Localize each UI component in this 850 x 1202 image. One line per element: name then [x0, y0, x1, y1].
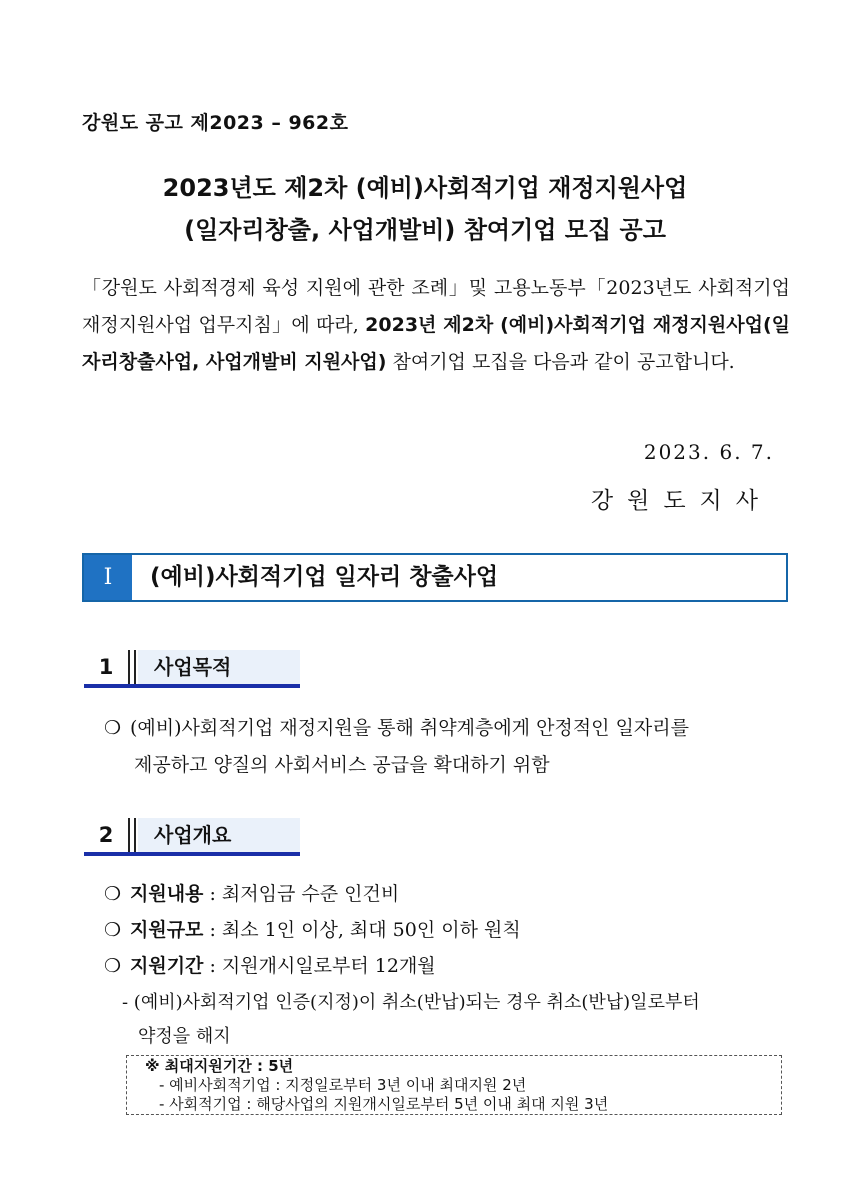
overview-value: 최저임금 수준 인건비 — [221, 883, 400, 905]
document-title-line2: (일자리창출, 사업개발비) 참여기업 모집 공고 — [184, 216, 666, 244]
overview-label: 지원내용 — [130, 883, 204, 905]
subsection-title: 사업목적 — [154, 655, 232, 679]
section-title: (예비)사회적기업 일자리 창출사업 — [150, 564, 499, 590]
note-preliminary: - 예비사회적기업 : 지정일로부터 3년 이내 최대지원 2년 — [159, 1076, 527, 1094]
subsection-divider — [128, 650, 136, 684]
overview-item-period — [104, 948, 436, 984]
subsection-divider — [128, 818, 136, 852]
termination-line2: 약정을 해지 — [138, 1026, 231, 1047]
purpose-text — [104, 710, 790, 784]
issuing-organization: 강원도지사 — [590, 488, 772, 514]
section-number: Ⅰ — [84, 555, 132, 600]
bullet-marker: ❍ — [104, 955, 122, 977]
purpose-line1: (예비)사회적기업 재정지원을 통해 취약계층에게 안정적인 일자리를 — [130, 717, 689, 739]
bullet-marker: ❍ — [104, 717, 122, 739]
overview-value: 지원개시일로부터 12개월 — [221, 955, 436, 977]
overview-label: 지원규모 — [130, 919, 204, 941]
purpose-line2: 제공하고 양질의 사회서비스 공급을 확대하기 위함 — [134, 754, 550, 776]
notice-date: 2023. 6. 7. — [643, 440, 774, 464]
intro-text-part1: 「강원도 사회적경제 육성 지원에 관한 조례」및 고용노동부「2023년도 사회적기업 재정지원사업 업무지침」에 따라, — [82, 277, 790, 336]
intro-text-part2: 참여기업 모집을 다음과 같이 공고합니다. — [386, 351, 735, 373]
subsection-header-purpose — [84, 650, 300, 688]
subsection-header-overview — [84, 818, 300, 856]
bullet-marker: ❍ — [104, 919, 122, 941]
overview-separator: : — [203, 955, 222, 977]
subsection-number: 1 — [98, 655, 114, 679]
bullet-marker: ❍ — [104, 883, 122, 905]
intro-text-bold: 2023년 제2차 (예비)사회적기업 재정지원사업(일자리창출사업, 사업개발비 지원사업) — [82, 314, 791, 373]
overview-separator: : — [203, 919, 222, 941]
note-certified: - 사회적기업 : 해당사업의 지원개시일로부터 5년 이내 최대 지원 3년 — [159, 1095, 609, 1113]
max-support-period-box — [126, 1055, 782, 1115]
note-heading: ※ 최대지원기간 : 5년 — [145, 1057, 294, 1075]
overview-label: 지원기간 — [130, 955, 204, 977]
section-header — [82, 553, 788, 602]
subsection-underline — [84, 684, 300, 688]
subsection-underline — [84, 852, 300, 856]
notice-number: 강원도 공고 제2023 – 962호 — [82, 112, 349, 134]
subsection-title: 사업개요 — [154, 823, 232, 847]
overview-item-content — [104, 876, 399, 912]
overview-separator: : — [203, 883, 222, 905]
period-termination-note — [122, 986, 790, 1054]
subsection-number: 2 — [98, 823, 114, 847]
intro-paragraph — [82, 270, 790, 381]
document-title-line1: 2023년도 제2차 (예비)사회적기업 재정지원사업 — [162, 174, 688, 202]
overview-item-scale — [104, 912, 521, 948]
termination-line1: - (예비)사회적기업 인증(지정)이 취소(반납)되는 경우 취소(반납)일로부터 — [122, 992, 700, 1013]
overview-value: 최소 1인 이상, 최대 50인 이하 원칙 — [221, 919, 521, 941]
